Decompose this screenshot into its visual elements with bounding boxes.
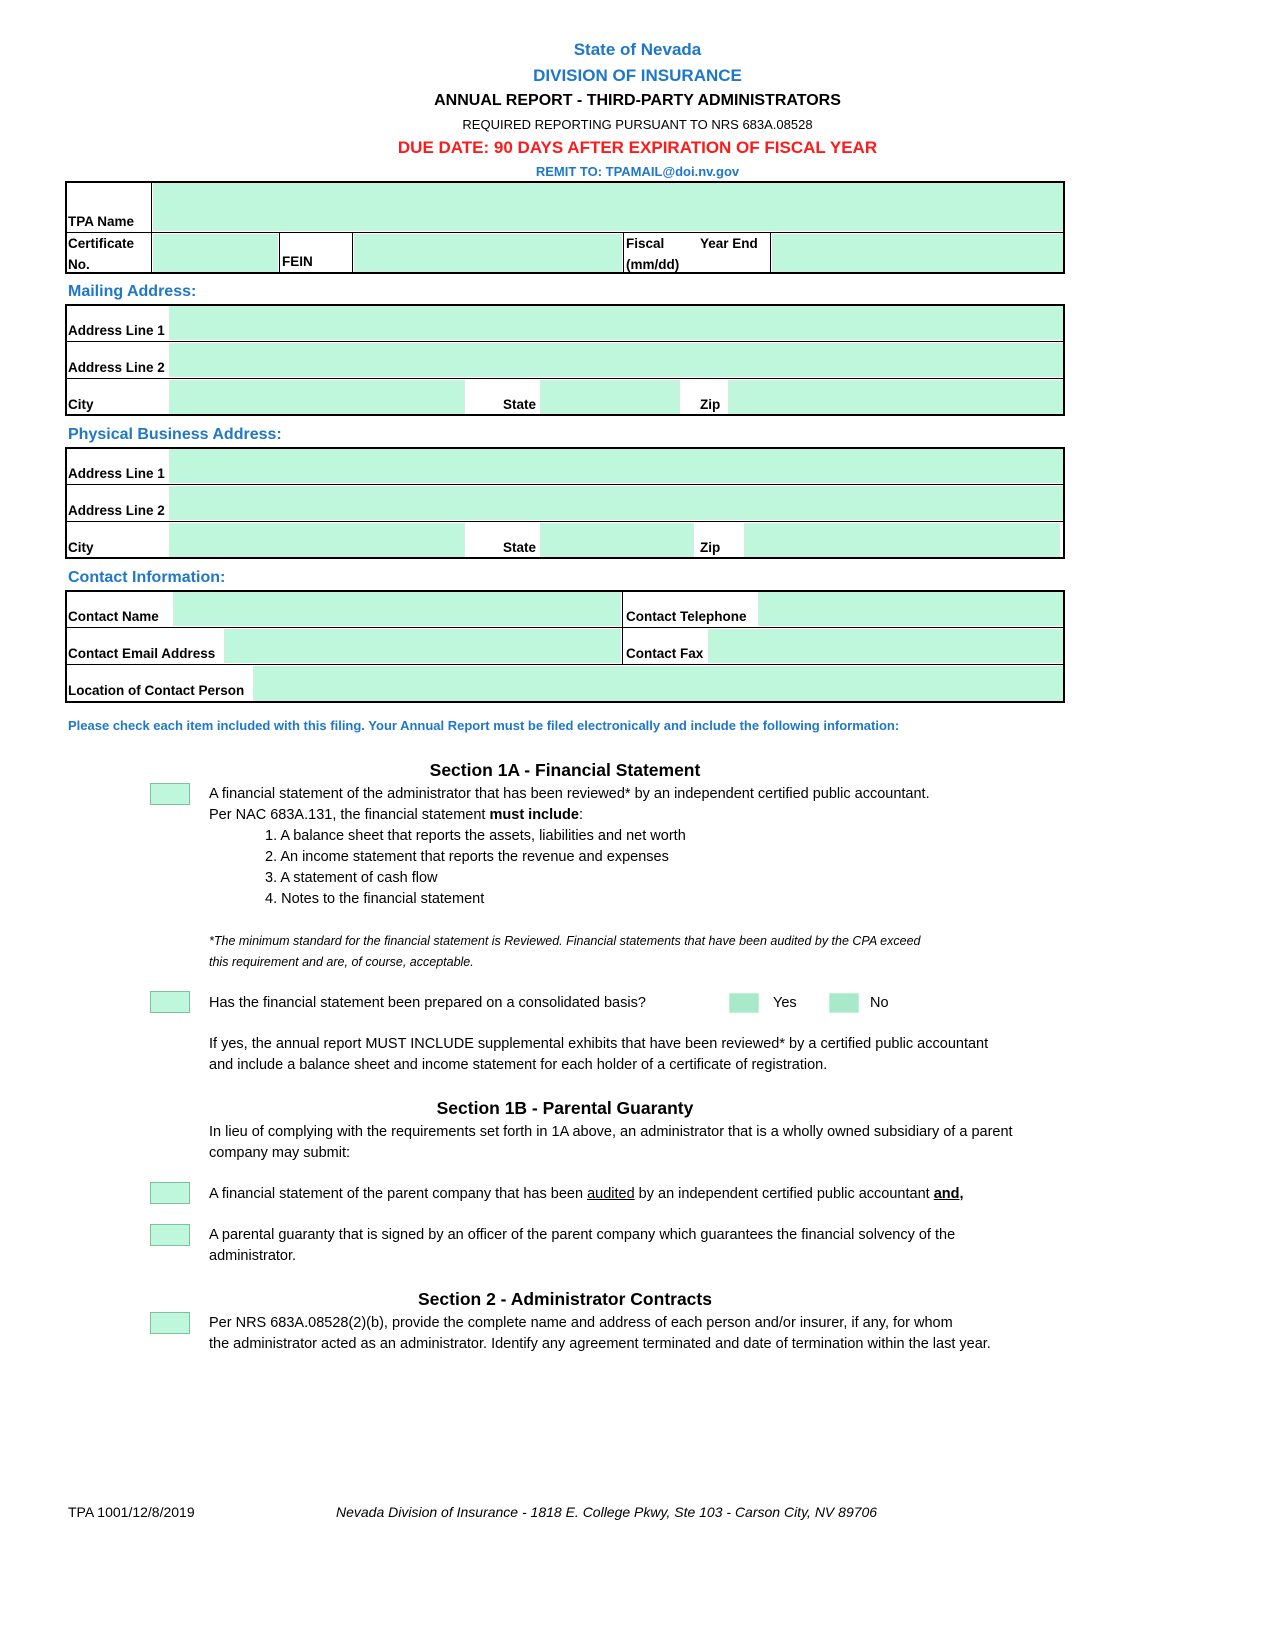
mailing-zip-field[interactable] [728,380,1063,414]
physical-line2-field[interactable] [169,486,1063,520]
contact-fax-label: Contact Fax [626,646,704,661]
section-1a-line1: A financial statement of the administrator that has been reviewed* by an independent certified public accountant. [209,786,930,802]
physical-line2-label: Address Line 2 [68,503,165,518]
physical-city-label: City [68,540,94,555]
list-item: 3. A statement of cash flow [265,870,438,886]
ifyes-line2: and include a balance sheet and income statement for each holder of a certificate of registration. [209,1057,828,1073]
physical-zip-field[interactable] [744,523,1060,557]
section-1b-title: Section 1B - Parental Guaranty [436,1098,694,1118]
remit-to: REMIT TO: TPAMAIL@doi.nv.gov [535,164,740,179]
mailing-city-field[interactable] [169,380,465,414]
section-1b-intro-1: In lieu of complying with the requirements set forth in 1A above, an administrator that is a wholly owned subsidiary of a parent [209,1124,1013,1140]
mailing-zip-label: Zip [700,397,721,412]
physical-state-label: State [503,540,537,555]
fein-field[interactable] [354,234,622,272]
physical-state-field[interactable] [540,523,694,557]
year-end-label: Year End [700,236,758,251]
section-1a-line2: Per NAC 683A.131, the financial statement must include: [209,807,583,823]
mailing-line1-field[interactable] [169,306,1063,340]
contact-fax-field[interactable] [708,629,1063,663]
certificate-label: Certificate [68,236,135,251]
physical-line1-label: Address Line 1 [68,466,165,481]
ifyes-line1: If yes, the annual report MUST INCLUDE supplemental exhibits that have been reviewed* by a certified public accountant [209,1036,989,1052]
mailing-line1-label: Address Line 1 [68,323,165,338]
consolidated-yes-checkbox[interactable] [729,993,759,1013]
contact-location-field[interactable] [253,666,1063,701]
contact-heading: Contact Information: [68,569,226,586]
certificate-field[interactable] [153,234,278,272]
consolidated-question: Has the financial statement been prepared on a consolidated basis? [209,995,646,1011]
state-title: State of Nevada [573,40,702,59]
list-item: 1. A balance sheet that reports the assets, liabilities and net worth [265,828,686,844]
parent-financial-text: A financial statement of the parent company that has been audited by an independent certified public accountant and, [209,1186,964,1202]
parental-guaranty-line1: A parental guaranty that is signed by an officer of the parent company which guarantees the financial solvency of the [209,1227,956,1243]
consolidated-checkbox[interactable] [150,991,190,1013]
contact-name-label: Contact Name [68,609,159,624]
physical-city-field[interactable] [169,523,465,557]
section-1a-checkbox[interactable] [150,783,190,805]
contact-name-field[interactable] [173,592,621,626]
section-1a-title: Section 1A - Financial Statement [429,760,701,780]
list-item: 4. Notes to the financial statement [265,891,485,907]
consolidated-no-label: No [870,995,889,1011]
fiscal-year-end-field[interactable] [772,234,1063,272]
review-note-1: *The minimum standard for the financial statement is Reviewed. Financial statements that have been audited by the CPA exceed [209,934,921,948]
contact-telephone-field[interactable] [758,592,1063,626]
mailing-state-label: State [503,397,537,412]
footer-address: Nevada Division of Insurance - 1818 E. College Pkwy, Ste 103 - Carson City, NV 89706 [336,1504,878,1520]
contact-email-field[interactable] [224,629,621,663]
mmdd-label: (mm/dd) [626,257,680,272]
parental-guaranty-checkbox[interactable] [150,1224,190,1246]
form-id: TPA 1001/12/8/2019 [68,1504,195,1520]
parent-financial-checkbox[interactable] [150,1182,190,1204]
mailing-heading: Mailing Address: [68,283,197,300]
fein-label: FEIN [282,254,313,269]
consolidated-no-checkbox[interactable] [829,993,859,1013]
tpa-name-field[interactable] [153,183,1063,231]
physical-heading: Physical Business Address: [68,426,282,443]
mailing-city-label: City [68,397,94,412]
mailing-line2-label: Address Line 2 [68,360,165,375]
section-1b-intro-2: company may submit: [209,1145,351,1161]
parental-guaranty-line2: administrator. [209,1248,297,1264]
consolidated-yes-label: Yes [773,995,797,1011]
section-2-line2: the administrator acted as an administrator. Identify any agreement terminated and date of termination within the last year. [209,1336,991,1352]
physical-zip-label: Zip [700,540,721,555]
contact-location-label: Location of Contact Person [68,683,245,698]
fiscal-label: Fiscal [626,236,665,251]
report-title: ANNUAL REPORT - THIRD-PARTY ADMINISTRATORS [434,92,841,109]
list-item: 2. An income statement that reports the revenue and expenses [265,849,669,865]
required-line: REQUIRED REPORTING PURSUANT TO NRS 683A.08528 [462,117,813,132]
tpa-name-label: TPA Name [68,214,135,229]
mailing-line2-field[interactable] [169,343,1063,377]
section-2-title: Section 2 - Administrator Contracts [418,1289,712,1309]
instructions: Please check each item included with this filing. Your Annual Report must be filed electronically and include the following information: [68,718,900,733]
due-date: DUE DATE: 90 DAYS AFTER EXPIRATION OF FISCAL YEAR [397,138,878,157]
mailing-state-field[interactable] [540,380,680,414]
contact-telephone-label: Contact Telephone [626,609,747,624]
review-note-2: this requirement and are, of course, acceptable. [209,955,474,969]
section-2-checkbox[interactable] [150,1312,190,1334]
division-title: DIVISION OF INSURANCE [533,66,742,85]
physical-line1-field[interactable] [169,449,1063,483]
section-2-line1: Per NRS 683A.08528(2)(b), provide the complete name and address of each person and/or insurer, if any, for whom [209,1315,953,1331]
contact-email-label: Contact Email Address [68,646,216,661]
certificate-label-no: No. [68,257,90,272]
